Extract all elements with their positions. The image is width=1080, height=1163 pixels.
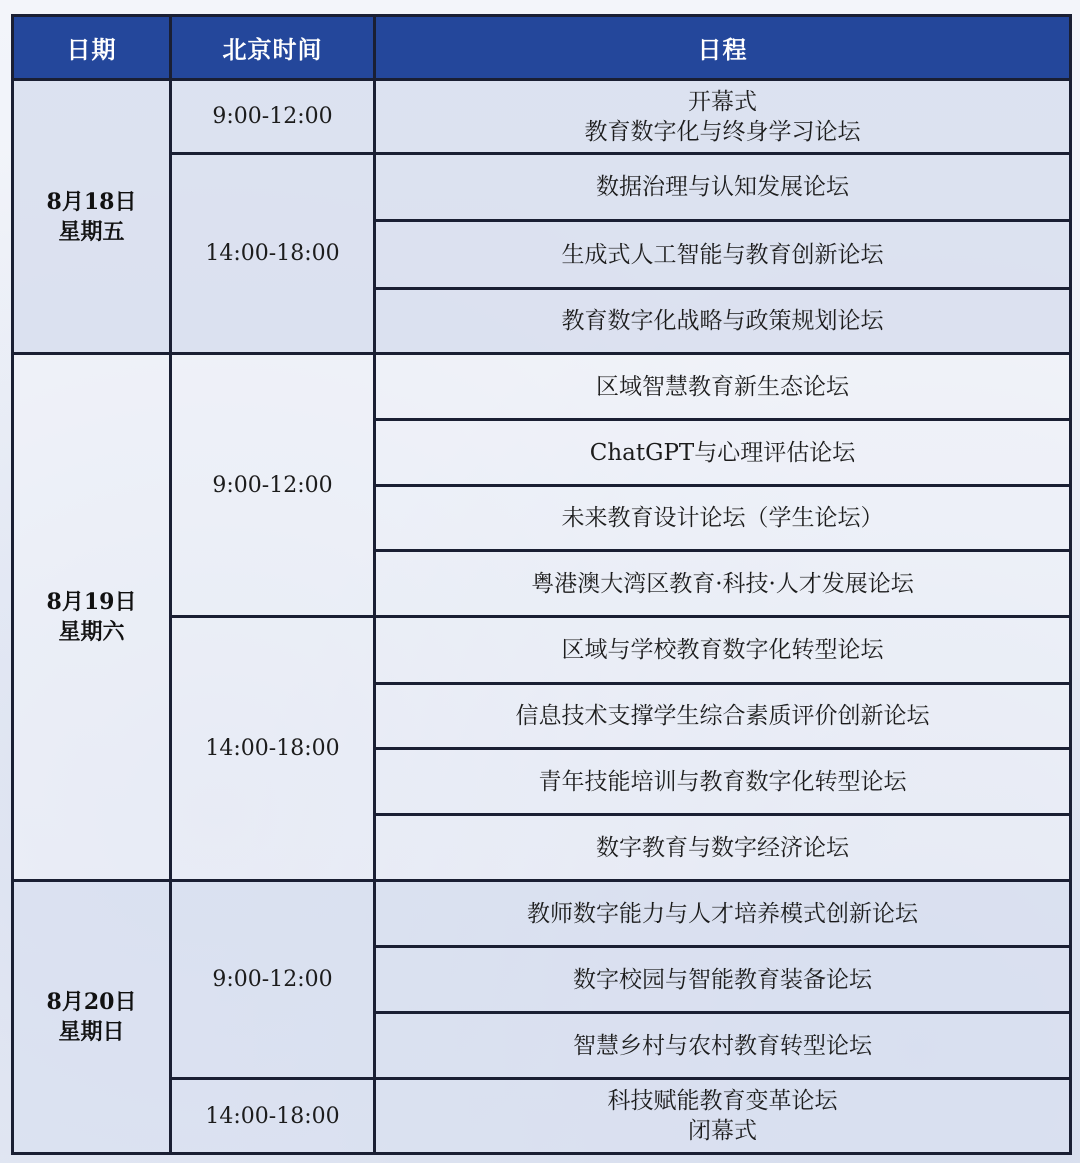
table-row bbox=[13, 881, 1071, 947]
event-label: 教育数字化与终身学习论坛 bbox=[584, 118, 861, 145]
event-cell: 粤港澳大湾区教育·科技·人才发展论坛 bbox=[375, 551, 1071, 617]
time-cell: 14:00-18:00 bbox=[171, 1079, 375, 1154]
event-cell: 教育数字化战略与政策规划论坛 bbox=[375, 289, 1071, 354]
event-cell: 数字教育与数字经济论坛 bbox=[375, 815, 1071, 881]
time-cell: 9:00-12:00 bbox=[171, 354, 375, 617]
date-cell-aug20 bbox=[13, 881, 171, 1154]
header-schedule: 日程 bbox=[375, 16, 1071, 80]
time-cell: 14:00-18:00 bbox=[171, 617, 375, 881]
event-cell: 区域智慧教育新生态论坛 bbox=[375, 354, 1071, 420]
event-cell: 数字校园与智能教育装备论坛 bbox=[375, 947, 1071, 1013]
event-cell bbox=[375, 1079, 1071, 1154]
header-row bbox=[13, 16, 1071, 80]
event-label: 开幕式 bbox=[688, 88, 757, 115]
date-label: 8月19日 bbox=[46, 589, 137, 615]
time-cell: 9:00-12:00 bbox=[171, 80, 375, 154]
time-cell: 14:00-18:00 bbox=[171, 154, 375, 354]
event-cell: 生成式人工智能与教育创新论坛 bbox=[375, 221, 1071, 289]
weekday-label: 星期日 bbox=[58, 1019, 125, 1045]
header-beijing-time: 北京时间 bbox=[171, 16, 375, 80]
weekday-label: 星期五 bbox=[58, 218, 125, 245]
event-cell bbox=[375, 80, 1071, 154]
table-row bbox=[13, 617, 1071, 684]
event-cell: 区域与学校教育数字化转型论坛 bbox=[375, 617, 1071, 684]
event-cell: 教师数字能力与人才培养模式创新论坛 bbox=[375, 881, 1071, 947]
event-cell: 青年技能培训与教育数字化转型论坛 bbox=[375, 749, 1071, 815]
table-row bbox=[13, 354, 1071, 420]
event-label: 闭幕式 bbox=[688, 1118, 757, 1144]
event-label: 科技赋能教育变革论坛 bbox=[607, 1088, 838, 1114]
time-cell: 9:00-12:00 bbox=[171, 881, 375, 1079]
date-label: 8月18日 bbox=[46, 188, 137, 215]
event-cell: 未来教育设计论坛（学生论坛） bbox=[375, 486, 1071, 551]
event-cell: 数据治理与认知发展论坛 bbox=[375, 154, 1071, 221]
date-cell-aug19 bbox=[13, 354, 171, 881]
table-row bbox=[13, 154, 1071, 221]
schedule-table bbox=[11, 14, 1072, 1155]
table-row bbox=[13, 80, 1071, 154]
weekday-label: 星期六 bbox=[58, 619, 125, 645]
date-label: 8月20日 bbox=[46, 989, 137, 1015]
event-cell: 信息技术支撑学生综合素质评价创新论坛 bbox=[375, 684, 1071, 749]
event-cell: 智慧乡村与农村教育转型论坛 bbox=[375, 1013, 1071, 1079]
date-cell-aug18 bbox=[13, 80, 171, 354]
event-cell: ChatGPT与心理评估论坛 bbox=[375, 420, 1071, 486]
header-date: 日期 bbox=[13, 16, 171, 80]
table-row bbox=[13, 1079, 1071, 1154]
